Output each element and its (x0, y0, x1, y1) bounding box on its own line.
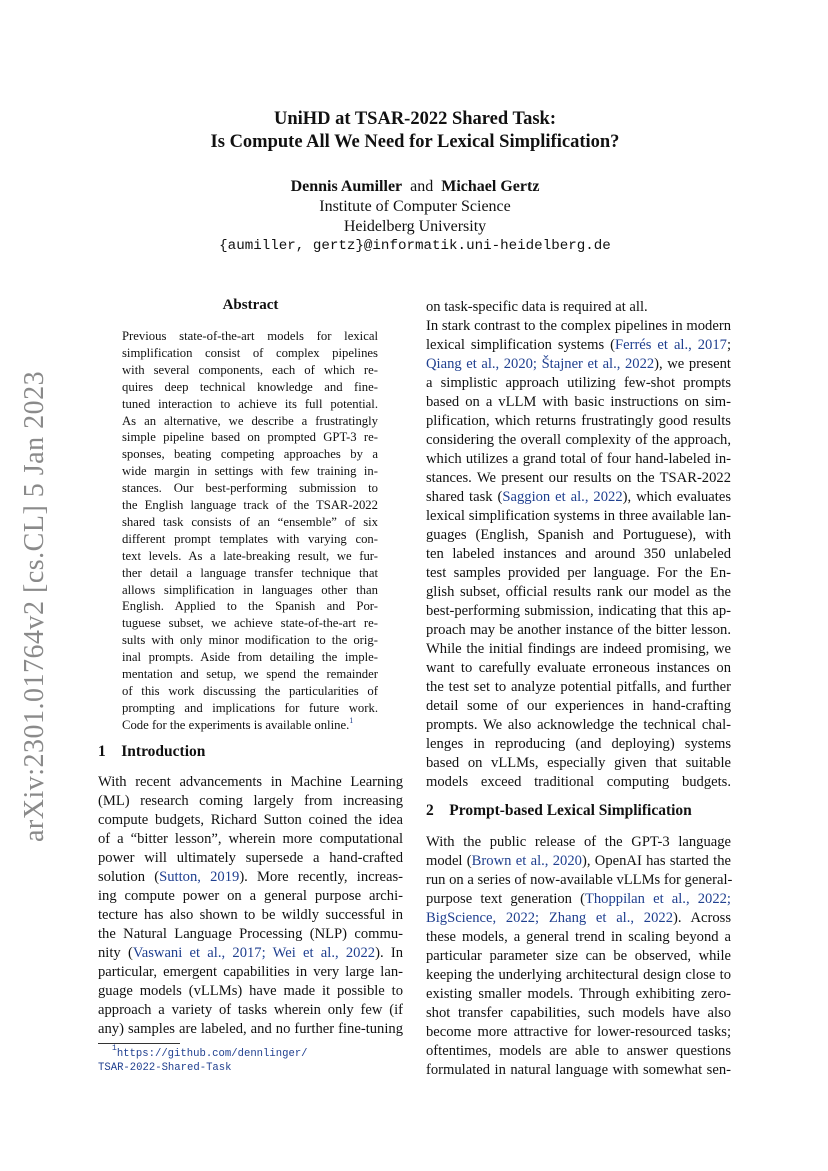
text-fragment: existing smaller models. Through exhibiting zero- (426, 986, 731, 1002)
text-fragment: guages (English, Spanish and Portuguese), with (426, 527, 731, 543)
text-fragment: quires deep technical knowledge and fine- (122, 379, 378, 394)
text-fragment: power will ultimately supersede a hand-crafted (98, 850, 403, 866)
text-fragment: with several components, each of which re- (122, 362, 378, 377)
paper-title-line-1: UniHD at TSAR-2022 Shared Task: (273, 109, 557, 129)
section-title: Introduction (121, 743, 206, 760)
text-line (122, 649, 378, 666)
text-fragment: ). In (375, 945, 403, 961)
text-line (426, 716, 731, 735)
text-fragment: the English language track of the TSAR-2022 (122, 498, 378, 512)
section-1-heading (98, 743, 205, 761)
text-fragment: the test set to analyze potential pitfalls, and further (426, 679, 731, 695)
text-fragment: tecture has also shown to be wildly successful in (98, 907, 403, 923)
text-line (426, 678, 731, 697)
text-fragment: inal prompts. Aside from detailing the imple- (122, 650, 378, 665)
affiliation-institute: Institute of Computer Science (319, 198, 511, 215)
text-line (98, 792, 403, 811)
text-line (426, 336, 731, 355)
arxiv-identifier-stamp: arXiv:2301.01764v2 [cs.CL] 5 Jan 2023 (19, 370, 50, 842)
text-fragment: keeping the underlying architectural design close to (426, 967, 731, 983)
text-fragment: oftentimes, models are able to answer questions (426, 1043, 731, 1059)
text-fragment: nity ( (98, 945, 133, 961)
text-line (426, 469, 731, 488)
text-line (122, 666, 378, 683)
text-line (122, 717, 378, 734)
text-fragment: ther detail a language transfer technique that (122, 565, 378, 580)
text-line (426, 735, 731, 754)
text-fragment: on task-specific data is required at all. (426, 299, 648, 315)
text-line (426, 754, 731, 773)
citation-link[interactable]: Brown et al., 2020 (471, 853, 582, 869)
text-line (426, 871, 731, 890)
text-fragment: text levels. As a late-breaking result, we fur- (122, 548, 378, 563)
text-fragment: run on a series of now-available vLLMs for general- (426, 872, 733, 888)
text-line (426, 1004, 731, 1023)
text-fragment: allows simplification in languages other than (122, 582, 378, 597)
text-line (122, 514, 378, 531)
text-fragment: models exceed traditional computing budgets. (426, 774, 731, 790)
citation-link[interactable]: Saggion et al., 2022 (502, 489, 623, 505)
text-line (122, 700, 378, 717)
author-email: {aumiller, gertz}@informatik.uni-heidelberg.de (219, 238, 611, 254)
text-line (426, 488, 731, 507)
footnote-url-line-2[interactable]: TSAR-2022-Shared-Task (98, 1062, 232, 1074)
text-line (426, 621, 731, 640)
footnote-url-text: https://github.com/dennlinger/ (116, 1048, 308, 1060)
text-fragment: lexical simplification systems ( (426, 337, 615, 353)
text-fragment: test samples provided per language. For the En- (426, 565, 731, 581)
text-fragment: purpose text generation ( (426, 891, 585, 907)
text-line (426, 526, 731, 545)
text-line (426, 545, 731, 564)
text-line (426, 947, 731, 966)
text-line (98, 868, 403, 887)
text-fragment: which utilizes a grand total of four hand-labeled in- (426, 451, 731, 467)
author-name: Dennis Aumiller (290, 178, 403, 195)
text-fragment: Code for the experiments is available online. (122, 717, 350, 732)
footnote-mark: 1 (112, 1044, 117, 1053)
text-fragment: ). More recently, increas- (239, 869, 403, 885)
citation-link[interactable]: Qiang et al., 2020; Štajner et al., 2022 (426, 356, 655, 372)
text-line (426, 1023, 731, 1042)
text-line (122, 497, 378, 514)
text-line (122, 463, 378, 480)
text-line (122, 413, 378, 430)
text-line (426, 985, 731, 1004)
text-line (426, 909, 731, 928)
text-line (426, 317, 731, 336)
text-line (98, 944, 403, 963)
text-fragment: lexical simplification systems in three available lan- (426, 508, 731, 524)
text-fragment: particular, emergent capabilities in very large lan- (98, 964, 403, 980)
text-line (122, 446, 378, 463)
text-line (98, 925, 403, 944)
author-line (120, 177, 710, 197)
text-fragment: a simplistic approach utilizing few-shot prompts (426, 375, 731, 391)
section-number: 1 (98, 743, 106, 760)
text-line (98, 906, 403, 925)
text-fragment: shot transfer capabilities, such models have also (426, 1005, 731, 1021)
text-line (426, 928, 731, 947)
affiliation-university: Heidelberg University (343, 218, 487, 235)
paper-title-line-2: Is Compute All We Need for Lexical Simplification? (210, 132, 620, 152)
text-fragment: With recent advancements in Machine Learning (98, 774, 403, 790)
footnote-reference[interactable]: 1 (349, 715, 354, 725)
text-line (426, 890, 731, 909)
text-line (426, 773, 731, 792)
text-line (426, 374, 731, 393)
citation-link[interactable]: BigScience, 2022; Zhang et al., 2022 (426, 910, 673, 926)
text-fragment: solution ( (98, 869, 160, 885)
text-fragment: ), we present (654, 356, 731, 372)
text-line (426, 393, 731, 412)
text-line (98, 849, 403, 868)
text-fragment: English. Applied to the Spanish and Por- (122, 599, 378, 614)
text-line (122, 531, 378, 548)
text-fragment: stances. We present our results on the TSAR-2022 (426, 470, 731, 486)
text-fragment: considering the overall complexity of the approach, (426, 432, 731, 448)
text-line (98, 830, 403, 849)
footnote-url-line-1[interactable] (112, 1044, 308, 1061)
text-line (426, 697, 731, 716)
text-fragment: the Natural Language Processing (NLP) commu- (98, 926, 403, 942)
text-line (122, 379, 378, 396)
text-line (98, 773, 403, 792)
text-fragment: want to carefully evaluate erroneous instances on (426, 660, 731, 676)
text-fragment: these models, a general trend in scaling beyond a (426, 929, 731, 945)
text-fragment: mentation and setup, we spend the remainder (122, 667, 378, 681)
text-fragment: simple pipeline based on prompted GPT-3 re- (122, 430, 378, 445)
text-fragment: lenges in reproducing (and deploying) systems (426, 736, 731, 752)
text-fragment: plification, which returns frustratingly good results (426, 413, 731, 429)
text-fragment: of this work discussing the particularities of (122, 683, 378, 698)
text-line (122, 565, 378, 582)
text-line (122, 615, 378, 632)
author-conjunction: and (410, 178, 434, 195)
text-fragment: sults with only minor modification to the orig- (122, 633, 378, 648)
text-line (122, 480, 378, 497)
text-fragment: While the initial findings are indeed promising, we (426, 641, 731, 657)
text-fragment: Previous state-of-the-art models for lexical (122, 329, 378, 343)
text-fragment: based on vLLMs, especially given that suitable (426, 755, 731, 771)
text-line (426, 1042, 731, 1061)
text-line (426, 431, 731, 450)
text-fragment: ), OpenAI has started the (581, 853, 731, 869)
citation-link[interactable]: Sutton, 2019 (159, 869, 240, 885)
text-fragment: become more attractive for lower-resourced tasks; (426, 1024, 731, 1040)
section-number: 2 (426, 802, 434, 819)
text-line (122, 396, 378, 413)
text-line (426, 298, 731, 317)
text-line (426, 659, 731, 678)
text-line (426, 355, 731, 374)
text-line (122, 582, 378, 599)
citation-link[interactable]: Ferrés et al., 2017 (614, 337, 727, 353)
text-line (98, 887, 403, 906)
text-line (426, 852, 731, 871)
text-fragment: shared task consists of an “ensemble” of six (122, 514, 378, 529)
text-fragment: simplification consist of complex pipelines (122, 345, 378, 360)
text-fragment: model ( (426, 853, 472, 869)
text-line (426, 507, 731, 526)
text-fragment: particular parameter size can be observed, while (426, 948, 731, 964)
text-fragment: guage models (vLLMs) have made it possible to (98, 983, 403, 999)
citation-link[interactable]: Thoppilan et al., 2022; (584, 891, 731, 907)
text-line (122, 632, 378, 649)
text-fragment: glish subset, official results rank our model as the (426, 584, 731, 600)
text-line (122, 345, 378, 362)
text-fragment: stances. Our best-performing submission to (122, 481, 378, 496)
text-fragment: compute budgets, Richard Sutton coined the idea (98, 812, 403, 828)
text-fragment: detail some of our experiences in hand-crafting (426, 698, 731, 714)
text-fragment: prompting and implications for future work. (122, 700, 378, 715)
text-line (98, 811, 403, 830)
text-fragment: different prompt templates with varying con- (122, 531, 378, 546)
text-fragment: wide margin in settings with few training in- (122, 464, 378, 479)
text-fragment: (ML) research coming largely from increasing (98, 793, 403, 809)
text-line (426, 966, 731, 985)
text-fragment: tuguese subset, we achieve state-of-the-art re- (122, 616, 378, 631)
text-line (426, 412, 731, 431)
text-fragment: ), which evaluates (622, 489, 731, 505)
text-line (98, 1020, 403, 1039)
text-fragment: any) samples are labeled, and no further fine-tuning (98, 1021, 403, 1037)
section-2-heading (426, 802, 692, 820)
text-fragment: best-performing submission, indicating that this ap- (426, 603, 731, 619)
text-line (426, 640, 731, 659)
text-line (98, 1001, 403, 1020)
text-fragment: ten labeled instances and around 350 unlabeled (426, 546, 731, 562)
text-line (122, 683, 378, 700)
text-line (98, 963, 403, 982)
text-fragment: shared task ( (426, 489, 503, 505)
text-fragment: As an alternative, we describe a frustratingly (122, 413, 378, 428)
text-fragment: formulated in natural language with somewhat sen- (426, 1062, 731, 1078)
text-fragment: ). Across (673, 910, 731, 926)
text-line (122, 429, 378, 446)
text-fragment: ing compute power on a general purpose archi- (98, 888, 403, 904)
text-line (426, 450, 731, 469)
author-name: Michael Gertz (441, 178, 540, 195)
text-fragment: sponses, beating competing approaches by a (122, 447, 378, 462)
footnote-rule (98, 1043, 180, 1044)
text-fragment: ; (726, 337, 732, 353)
text-fragment: With the public release of the GPT-3 language (426, 834, 731, 850)
text-line (122, 362, 378, 379)
citation-link[interactable]: Vaswani et al., 2017; Wei et al., 2022 (132, 945, 376, 961)
abstract-heading: Abstract (222, 297, 279, 313)
text-line (426, 602, 731, 621)
text-fragment: of a “bitter lesson”, wherein more computational (98, 831, 403, 847)
text-line (122, 598, 378, 615)
text-fragment: tuned interaction to achieve its full potential. (122, 396, 378, 411)
text-line (98, 982, 403, 1001)
text-fragment: prompts. We also acknowledge the technical chal- (426, 717, 731, 733)
text-fragment: based on a vLLM with basic instructions on sim- (426, 394, 731, 410)
text-fragment: In stark contrast to the complex pipelines in modern (426, 318, 731, 334)
text-fragment: approach a variety of tasks wherein only few (if (98, 1002, 403, 1018)
text-line (426, 833, 731, 852)
text-line (426, 564, 731, 583)
text-line (426, 1061, 731, 1080)
section-title: Prompt-based Lexical Simplification (449, 802, 692, 819)
text-line (122, 548, 378, 565)
text-fragment: proach may be another instance of the bitter lesson. (426, 622, 731, 638)
text-line (426, 583, 731, 602)
text-line (122, 328, 378, 345)
